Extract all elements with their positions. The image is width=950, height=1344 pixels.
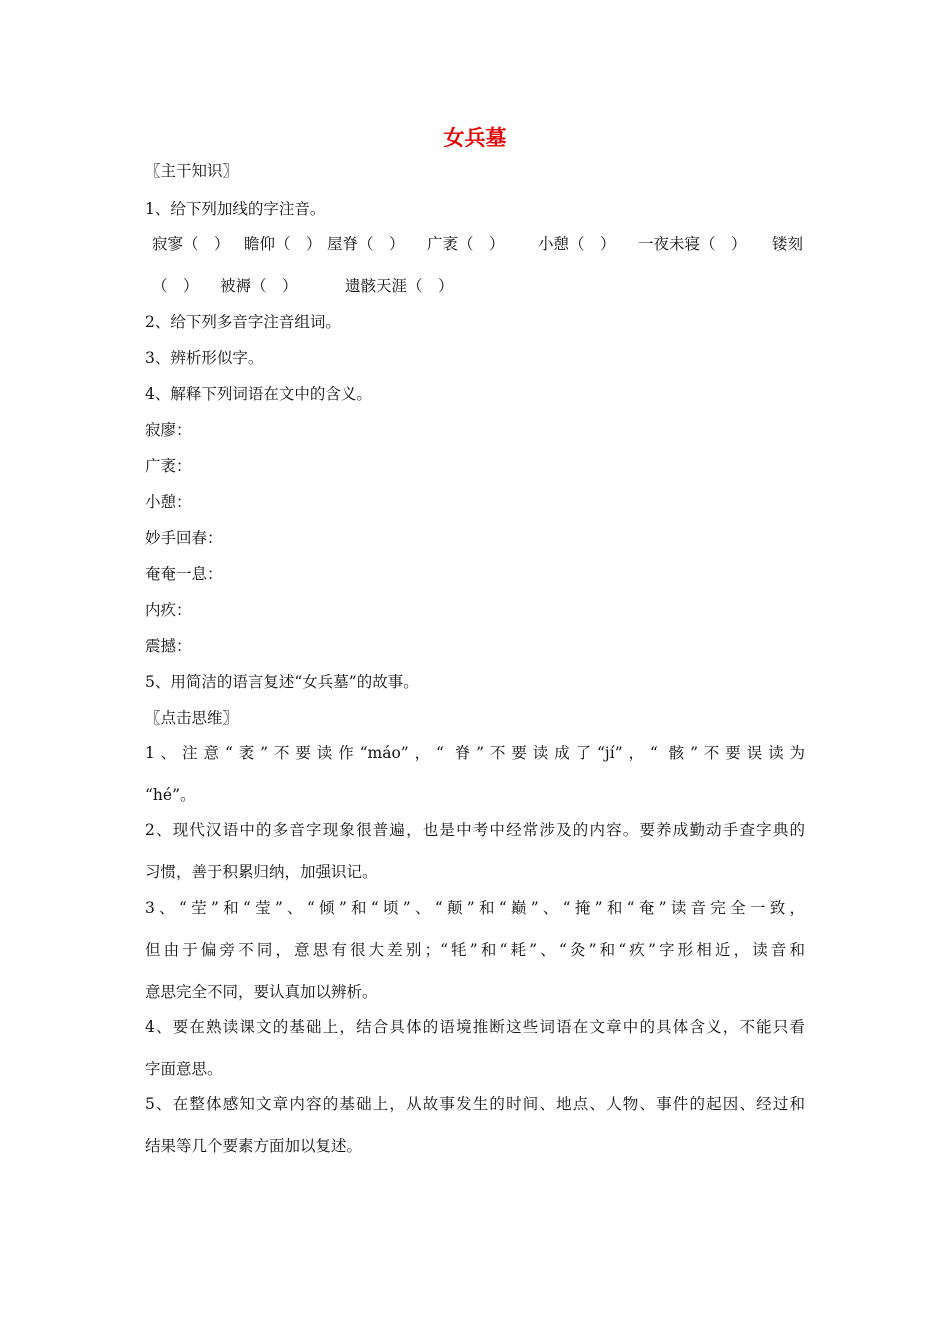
answer-5-line-2: 结果等几个要素方面加以复述。 (145, 1137, 363, 1155)
pinyin-item-1: 寂寥（ ） (152, 235, 230, 253)
document-title: 女兵墓 (443, 126, 507, 150)
term-1: 寂廖： (145, 421, 192, 439)
term-4: 妙手回春： (145, 529, 223, 547)
term-2: 广袤： (145, 457, 192, 475)
pinyin-item-4: 广袤（ ） (427, 235, 505, 253)
question-1: 1、给下列加线的字注音。 (145, 200, 326, 218)
question-3: 3、辨析形似字。 (145, 349, 264, 367)
term-5: 奄奄一息： (145, 565, 223, 583)
term-6: 内疚： (145, 601, 192, 619)
pinyin-item-6: 一夜未寝（ ） (638, 235, 747, 253)
answer-2-line-2: 习惯，善于积累归纳，加强识记。 (145, 863, 378, 881)
answer-1-line-1: 1、注意“袤”不要读作“máo”，“ 脊”不要读成了“jí”，“ 骸”不要误读为 (145, 744, 805, 762)
question-4: 4、解释下列词语在文中的含义。 (145, 385, 372, 403)
answer-4-line-2: 字面意思。 (145, 1060, 223, 1078)
section-heading-thinking: 〖点击思维〗 (145, 709, 239, 727)
pinyin-item-5: 小憩（ ） (538, 235, 616, 253)
answer-4-line-1: 4、要在熟读课文的基础上，结合具体的语境推断这些词语在文章中的具体含义，不能只看 (145, 1018, 805, 1036)
pinyin-item-8: 被褥（ ） (220, 277, 298, 295)
pinyin-item-7-blank: （ ） (152, 277, 199, 295)
pinyin-item-3: 屋脊（ ） (327, 235, 405, 253)
pinyin-item-9: 遗骸天涯（ ） (345, 277, 454, 295)
answer-5-line-1: 5、在整体感知文章内容的基础上，从故事发生的时间、地点、人物、事件的起因、经过和 (145, 1095, 805, 1113)
answer-1-line-2: “hé”。 (145, 786, 196, 804)
answer-3-line-3: 意思完全不同，要认真加以辨析。 (145, 983, 378, 1001)
question-5: 5、用简洁的语言复述“女兵墓”的故事。 (145, 673, 419, 691)
section-heading-main-knowledge: 〖主干知识〗 (145, 162, 239, 180)
term-7: 震撼： (145, 637, 192, 655)
answer-3-line-1: 3、“茔”和“莹”、“倾”和“顷”、“颠”和“巅”、“掩”和“奄”读音完全一致， (145, 899, 805, 917)
pinyin-item-2: 瞻仰（ ） (244, 235, 322, 253)
question-2: 2、给下列多音字注音组词。 (145, 313, 341, 331)
answer-3-line-2: 但由于偏旁不同，意思有很大差别；“牦”和“耗”、“灸”和“疚”字形相近，读音和 (145, 941, 805, 959)
pinyin-item-7: 镂刻 (772, 235, 804, 253)
answer-2-line-1: 2、现代汉语中的多音字现象很普遍，也是中考中经常涉及的内容。要养成勤动手查字典的 (145, 821, 805, 839)
term-3: 小憩： (145, 493, 192, 511)
